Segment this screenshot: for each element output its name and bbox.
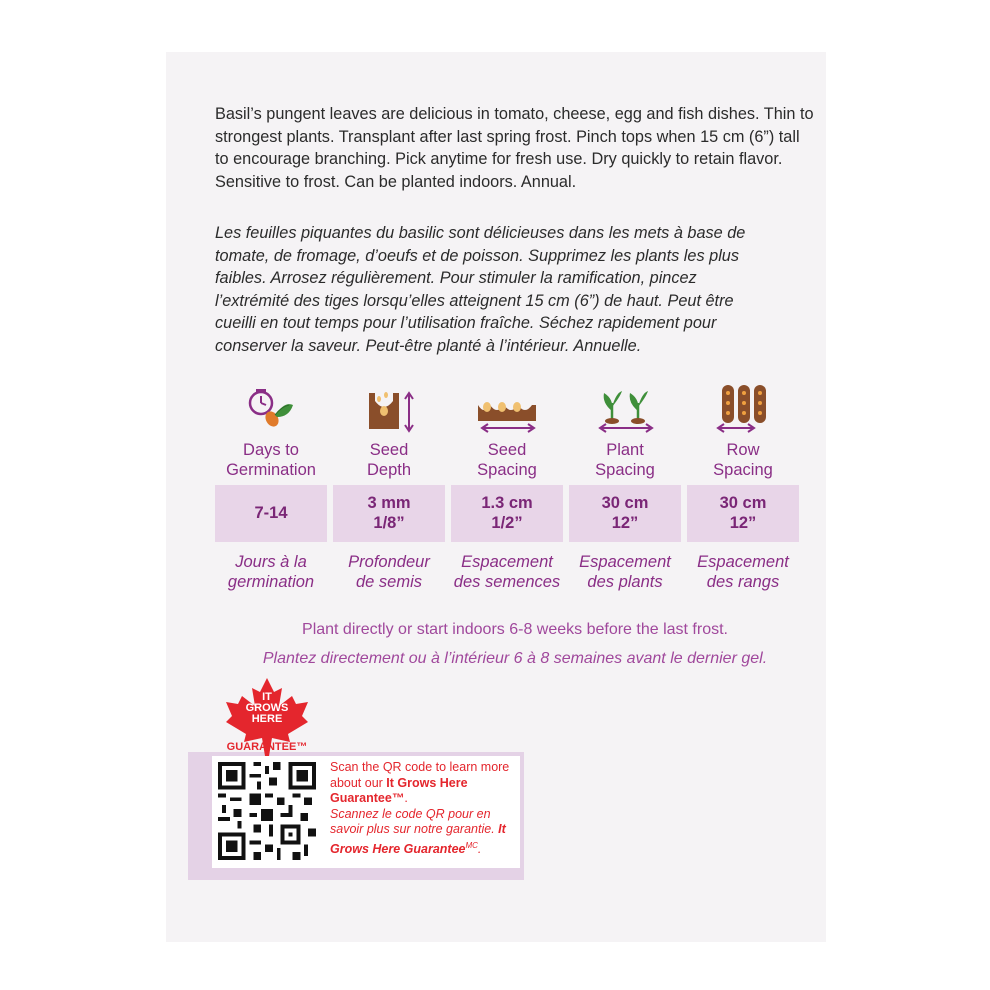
logo-line-3: HERE bbox=[251, 713, 283, 725]
guarantee-text-french: Scannez le code QR pour en savoir plus sur notre garantie. It Grows Here Guarantee$^{MC}$. bbox=[330, 806, 506, 856]
planting-note-french: Plantez directement ou à l’intérieur 6 à 8 semaines avant le dernier gel. bbox=[262, 650, 768, 667]
row-spacing-icon bbox=[687, 383, 799, 433]
plant-spacing-icon bbox=[569, 383, 681, 433]
description-french: Les feuilles piquantes du basilic sont délicieuses dans les mets à base de tomate, de fromage, d’oeufs et de poisson. Supprimez les plants les plus faibles. Arrosez régulièrement. Pour stimuler la ramification, pincez l’extrémité des tiges lorsqu’elles atteignent 15 cm (6”) de haut. Peut être cueilli en tout temps pour l’utilisation fraîche. Séchez rapidement pour conserver la saveur. Peut-être planté à l’intérieur. Annuelle. bbox=[215, 224, 746, 355]
value-plant-spacing: 30 cm 12” bbox=[569, 485, 681, 542]
label-fr-seed-spacing: Espacement des semences bbox=[453, 553, 561, 591]
value-seed-spacing: 1.3 cm 1/2” bbox=[451, 485, 563, 542]
planting-note-english: Plant directly or start indoors 6-8 weeks before the last frost. bbox=[302, 621, 728, 638]
value-seed-depth: 3 mm 1/8” bbox=[333, 485, 445, 542]
label-days-to-germination: Days to Germination bbox=[226, 441, 316, 479]
description-english: Basil’s pungent leaves are delicious in tomato, cheese, egg and fish dishes. Thin to strongest plants. Transplant after last spring frost. Pinch tops when 15 cm (6”) tall to encourage branching. Pick anytime for fresh use. Dry quickly to retain flavor. Sensitive to frost. Can be planted indoors. Annual. bbox=[215, 105, 814, 191]
logo-line-1: IT bbox=[262, 691, 272, 703]
clock-sprout-icon bbox=[215, 383, 327, 433]
label-plant-spacing: Plant Spacing bbox=[595, 441, 655, 479]
logo-guarantee-word: GUARANTEE™ bbox=[226, 741, 308, 753]
value-row-spacing: 30 cm 12” bbox=[687, 485, 799, 542]
value-days-to-germination: 7-14 bbox=[215, 485, 327, 542]
label-fr-germination: Jours à la germination bbox=[227, 553, 315, 591]
label-fr-row-spacing: Espacement des rangs bbox=[697, 553, 789, 591]
label-row-spacing: Row Spacing bbox=[713, 441, 773, 479]
logo-line-2: GROWS bbox=[245, 702, 289, 714]
label-fr-plant-spacing: Espacement des plants bbox=[579, 553, 671, 591]
qr-code[interactable] bbox=[218, 762, 316, 860]
label-seed-depth: Seed Depth bbox=[366, 441, 412, 479]
seed-spacing-icon bbox=[451, 383, 563, 433]
guarantee-text-english: Scan the QR code to learn more about our It Grows Here Guarantee™. bbox=[330, 760, 510, 805]
seed-depth-icon bbox=[333, 383, 445, 433]
label-fr-depth: Profondeur de semis bbox=[348, 553, 430, 591]
guarantee-text bbox=[330, 760, 510, 857]
label-seed-spacing: Seed Spacing bbox=[477, 441, 537, 479]
